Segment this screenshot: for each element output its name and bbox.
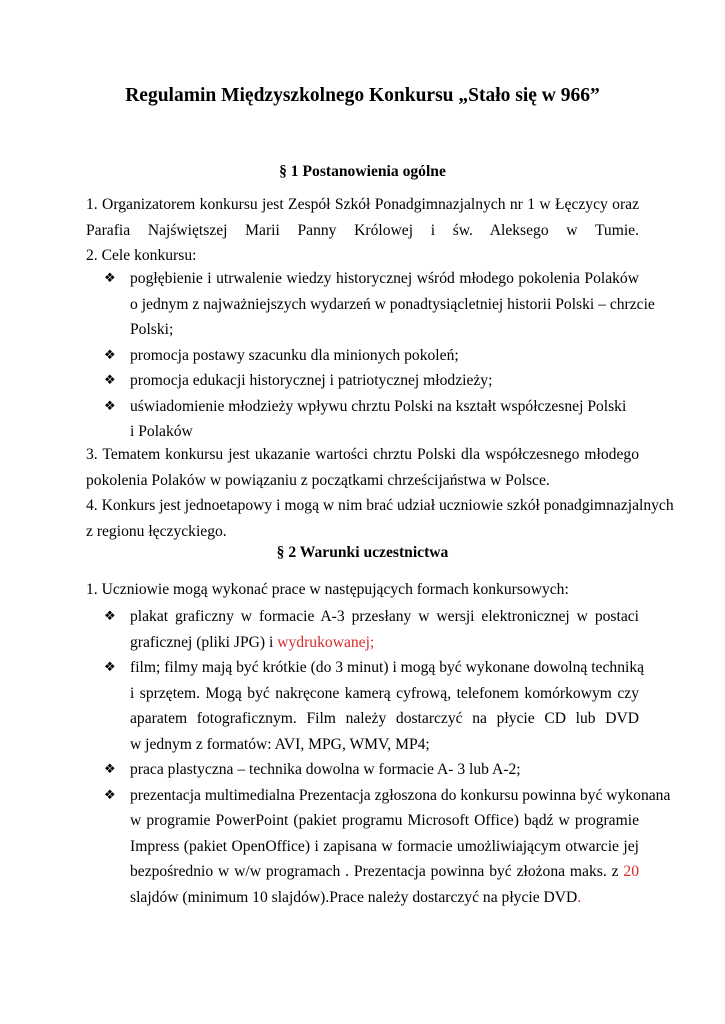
text-line — [130, 630, 639, 656]
diamond-bullet-icon: ❖ — [104, 347, 116, 363]
highlighted-text: wydrukowanej; — [277, 633, 375, 651]
diamond-bullet-icon: ❖ — [104, 787, 116, 803]
text-line: aparatem fotograficznym. Film należy dostarczyć na płycie CD lub DVD — [130, 710, 639, 727]
text-fragment: slajdów (minimum 10 slajdów).Prace należy dostarczyć na płycie DVD — [130, 888, 578, 906]
list-item — [104, 604, 639, 655]
document-title: Regulamin Międzyszkolnego Konkursu „Stało się w 966” — [125, 85, 600, 106]
list-item — [104, 783, 671, 911]
text-line: pogłębienie i utrwalenie wiedzy historycznej wśród młodego pokolenia Polaków — [130, 270, 639, 287]
diamond-bullet-icon: ❖ — [104, 373, 116, 388]
list-item — [104, 757, 639, 783]
diamond-bullet-icon: ❖ — [104, 609, 116, 624]
list-item — [104, 394, 639, 445]
text-line — [130, 859, 639, 885]
list-item — [104, 266, 655, 343]
text-line: w programie PowerPoint (pakiet programu Microsoft Office) bądź w programie — [130, 812, 639, 829]
highlighted-number: 20 — [623, 863, 639, 880]
section-1-heading: § 1 Postanowienia ogólne — [279, 163, 446, 180]
text-line: pokolenia Polaków w powiązaniu z początkami chrześcijaństwa w Polsce. — [86, 471, 550, 489]
goals-list — [104, 266, 655, 445]
text-line: promocja postawy szacunku dla minionych pokoleń; — [130, 346, 459, 364]
text-line — [130, 885, 639, 911]
text-line: Polski; — [130, 321, 174, 338]
list-item — [104, 368, 639, 394]
s1-paragraph-4 — [86, 493, 674, 544]
s2-paragraph-1: 1. Uczniowie mogą wykonać prace w następujących formach konkursowych: — [86, 581, 569, 598]
list-item — [104, 343, 639, 369]
diamond-bullet-icon: ❖ — [104, 398, 116, 414]
text-line: 4. Konkurs jest jednoetapowy i mogą w nim brać udział uczniowie szkół ponadgimnazjalnych — [86, 497, 674, 514]
diamond-bullet-icon: ❖ — [104, 271, 116, 286]
text-line: z regionu łęczyckiego. — [86, 522, 227, 540]
list-item — [104, 655, 645, 757]
text-fragment: graficznej (pliki JPG) i — [130, 633, 278, 651]
text-line: Impress (pakiet OpenOffice) i zapisana w formacie umożliwiającym otwarcie jej — [130, 837, 639, 855]
text-line: w jednym z formatów: AVI, MPG, WMV, MP4; — [130, 735, 430, 753]
diamond-bullet-icon: ❖ — [104, 660, 116, 675]
text-line: 3. Tematem konkursu jest ukazanie wartości chrztu Polski dla współczesnego młodego — [86, 446, 639, 463]
text-line: uświadomienie młodzieży wpływu chrztu Polski na kształt współczesnej Polski — [130, 397, 627, 415]
text-line: o jednym z najważniejszych wydarzeń w ponadtysiącletniej historii Polski – chrzcie — [130, 295, 655, 313]
text-line: Parafia Najświętszej Marii Panny Królowej i św. Aleksego w Tumie. — [86, 221, 639, 239]
text-line: i Polaków — [130, 423, 193, 440]
text-line: praca plastyczna – technika dowolna w formacie A- 3 lub A-2; — [130, 761, 521, 778]
text-line: 1. Organizatorem konkursu jest Zespół Szkół Ponadgimnazjalnych nr 1 w Łęczycy oraz — [86, 196, 639, 213]
text-line: film; filmy mają być krótkie (do 3 minut) i mogą być wykonane dowolną techniką — [130, 659, 645, 676]
highlighted-period: . — [577, 888, 582, 906]
text-fragment: bezpośrednio w w/w programach . Prezentacja powinna być złożona maks. z — [130, 863, 624, 880]
s1-paragraph-3 — [86, 442, 639, 493]
text-line: prezentacja multimedialna Prezentacja zgłoszona do konkursu powinna być wykonana — [130, 786, 671, 804]
s1-paragraph-1 — [86, 192, 639, 243]
forms-list — [104, 604, 671, 910]
section-2-heading: § 2 Warunki uczestnictwa — [276, 544, 449, 561]
text-line: i sprzętem. Mogą być nakręcone kamerą cyfrową, telefonem komórkowym czy — [130, 684, 639, 702]
text-line: plakat graficzny w formacie A-3 przesłany w wersji elektronicznej w postaci — [130, 608, 639, 625]
text-line: promocja edukacji historycznej i patriotycznej młodzieży; — [130, 372, 493, 389]
s1-paragraph-2: 2. Cele konkursu: — [86, 247, 197, 264]
diamond-bullet-icon: ❖ — [104, 762, 116, 777]
